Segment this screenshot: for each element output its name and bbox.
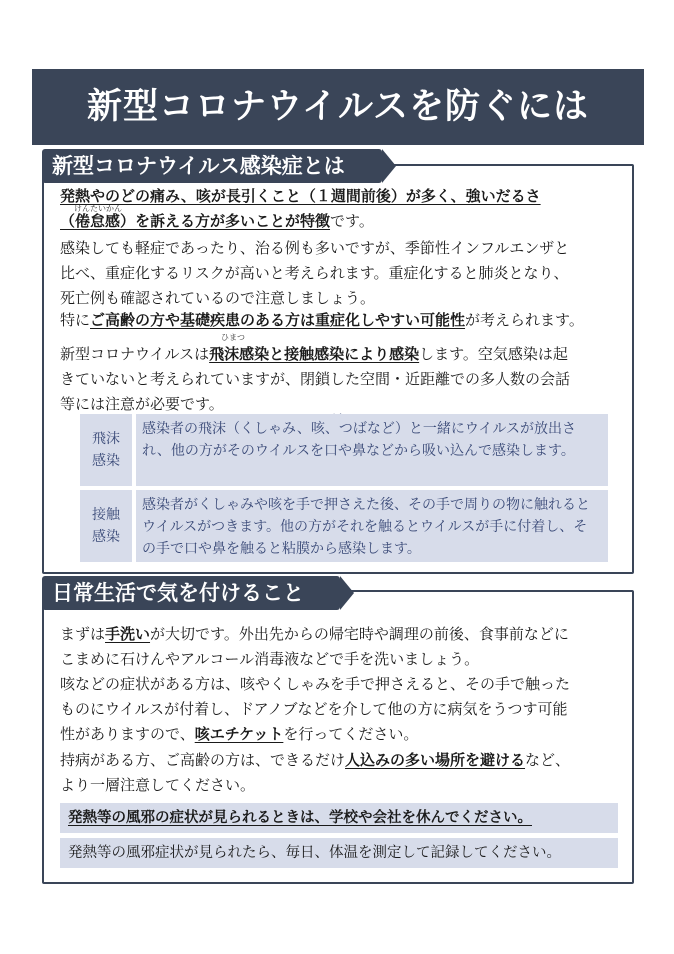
crowds-pre: 持病がある方、ご高齢の方は、できるだけ bbox=[60, 751, 346, 769]
page-title: 新型コロナウイルスを防ぐには bbox=[32, 69, 644, 145]
etiquette-pre3: 性がありますので、 bbox=[60, 725, 195, 743]
transmission-post: します。空気感染は起 bbox=[419, 345, 568, 363]
notice-stay-home-text: 発熱等の風邪の症状が見られるときは、学校や会社を休んでください。 bbox=[68, 810, 532, 826]
transmission-line2: きていないと考えられていますが、閉鎖した空間・近距離での多人数の会話 bbox=[60, 370, 571, 388]
etiquette-line2: ものにウイルスが付着し、ドアノブなどを介して他の方に病気をうつす可能 bbox=[60, 700, 568, 718]
paragraph-severity bbox=[60, 236, 620, 311]
ruby-kentaikan: けんたいかん bbox=[74, 204, 122, 213]
symptoms-bold-line1: 発熱やのどの痛み、咳が長引くこと（１週間前後）が多く、強いだるさ bbox=[60, 187, 541, 205]
notice-temperature: 発熱等の風邪症状が見られたら、毎日、体温を測定して記録してください。 bbox=[60, 838, 618, 868]
paragraph-handwashing bbox=[60, 622, 620, 672]
table-row-contact bbox=[80, 490, 608, 562]
crowds-line2: より一層注意してください。 bbox=[60, 776, 256, 794]
section-header-about: 新型コロナウイルス感染症とは bbox=[42, 149, 382, 183]
crowds-bold: 人込みの多い場所を避ける bbox=[345, 751, 526, 769]
crowds-post: など、 bbox=[525, 751, 571, 769]
notice-stay-home bbox=[60, 803, 618, 833]
section-header-daily: 日常生活で気を付けること bbox=[42, 576, 340, 610]
paragraph-etiquette bbox=[60, 672, 620, 747]
high-risk-post: が考えられます。 bbox=[465, 311, 584, 329]
etiquette-line1: 咳などの症状がある方は、咳やくしゃみを手で押さえると、その手で触った bbox=[60, 675, 571, 693]
symptoms-bold-line2: （倦怠感）を訴える方が多いことが特徴 bbox=[60, 212, 331, 230]
text-droplet: 感染者の飛沫（くしゃみ、咳、つばなど）と一緒にウイルスが放出され、他の方がそのウイルスを口や鼻などから吸い込んで感染します。 bbox=[136, 414, 608, 486]
handwash-pre: まずは bbox=[60, 625, 106, 643]
label-droplet: 飛沫 感染 bbox=[80, 414, 132, 486]
infection-route-table bbox=[80, 414, 608, 566]
transmission-line3: 等には注意が必要です。 bbox=[60, 395, 224, 413]
transmission-pre: 新型コロナウイルスは bbox=[60, 345, 210, 363]
label-contact: 接触 感染 bbox=[80, 490, 132, 562]
handwash-bold: 手洗い bbox=[105, 625, 151, 643]
high-risk-bold: ご高齢の方や基礎疾患のある方は重症化しやすい可能性 bbox=[90, 311, 466, 329]
etiquette-post3: を行ってください。 bbox=[283, 725, 419, 743]
severity-line2: 比べ、重症化するリスクが高いと考えられます。重症化すると肺炎となり、 bbox=[60, 264, 569, 282]
table-row-droplet bbox=[80, 414, 608, 486]
severity-line1: 感染しても軽症であったり、治る例も多いですが、季節性インフルエンザと bbox=[60, 239, 570, 257]
ruby-himatsu: ひまつ bbox=[221, 333, 245, 342]
high-risk-pre: 特に bbox=[60, 311, 91, 329]
paragraph-crowds bbox=[60, 748, 620, 798]
symptoms-rest: です。 bbox=[330, 212, 374, 230]
paragraph-high-risk bbox=[60, 308, 620, 333]
text-contact: 感染者がくしゃみや咳を手で押さえた後、その手で周りの物に触れるとウイルスがつきます。他の方がそれを触るとウイルスが手に付着し、その手で口や鼻を触ると粘膜から感染します。 bbox=[136, 490, 608, 562]
severity-line3: 死亡例も確認されているので注意しましょう。 bbox=[60, 289, 376, 307]
transmission-bold: 飛沫感染と接触感染により感染 bbox=[209, 345, 420, 363]
handwash-post: が大切です。外出先からの帰宅時や調理の前後、食事前などに bbox=[150, 625, 569, 643]
handwash-line2: こまめに石けんやアルコール消毒液などで手を洗いましょう。 bbox=[60, 650, 480, 668]
paragraph-transmission bbox=[60, 342, 620, 417]
paragraph-symptoms bbox=[60, 184, 620, 234]
etiquette-bold: 咳エチケット bbox=[194, 725, 284, 743]
